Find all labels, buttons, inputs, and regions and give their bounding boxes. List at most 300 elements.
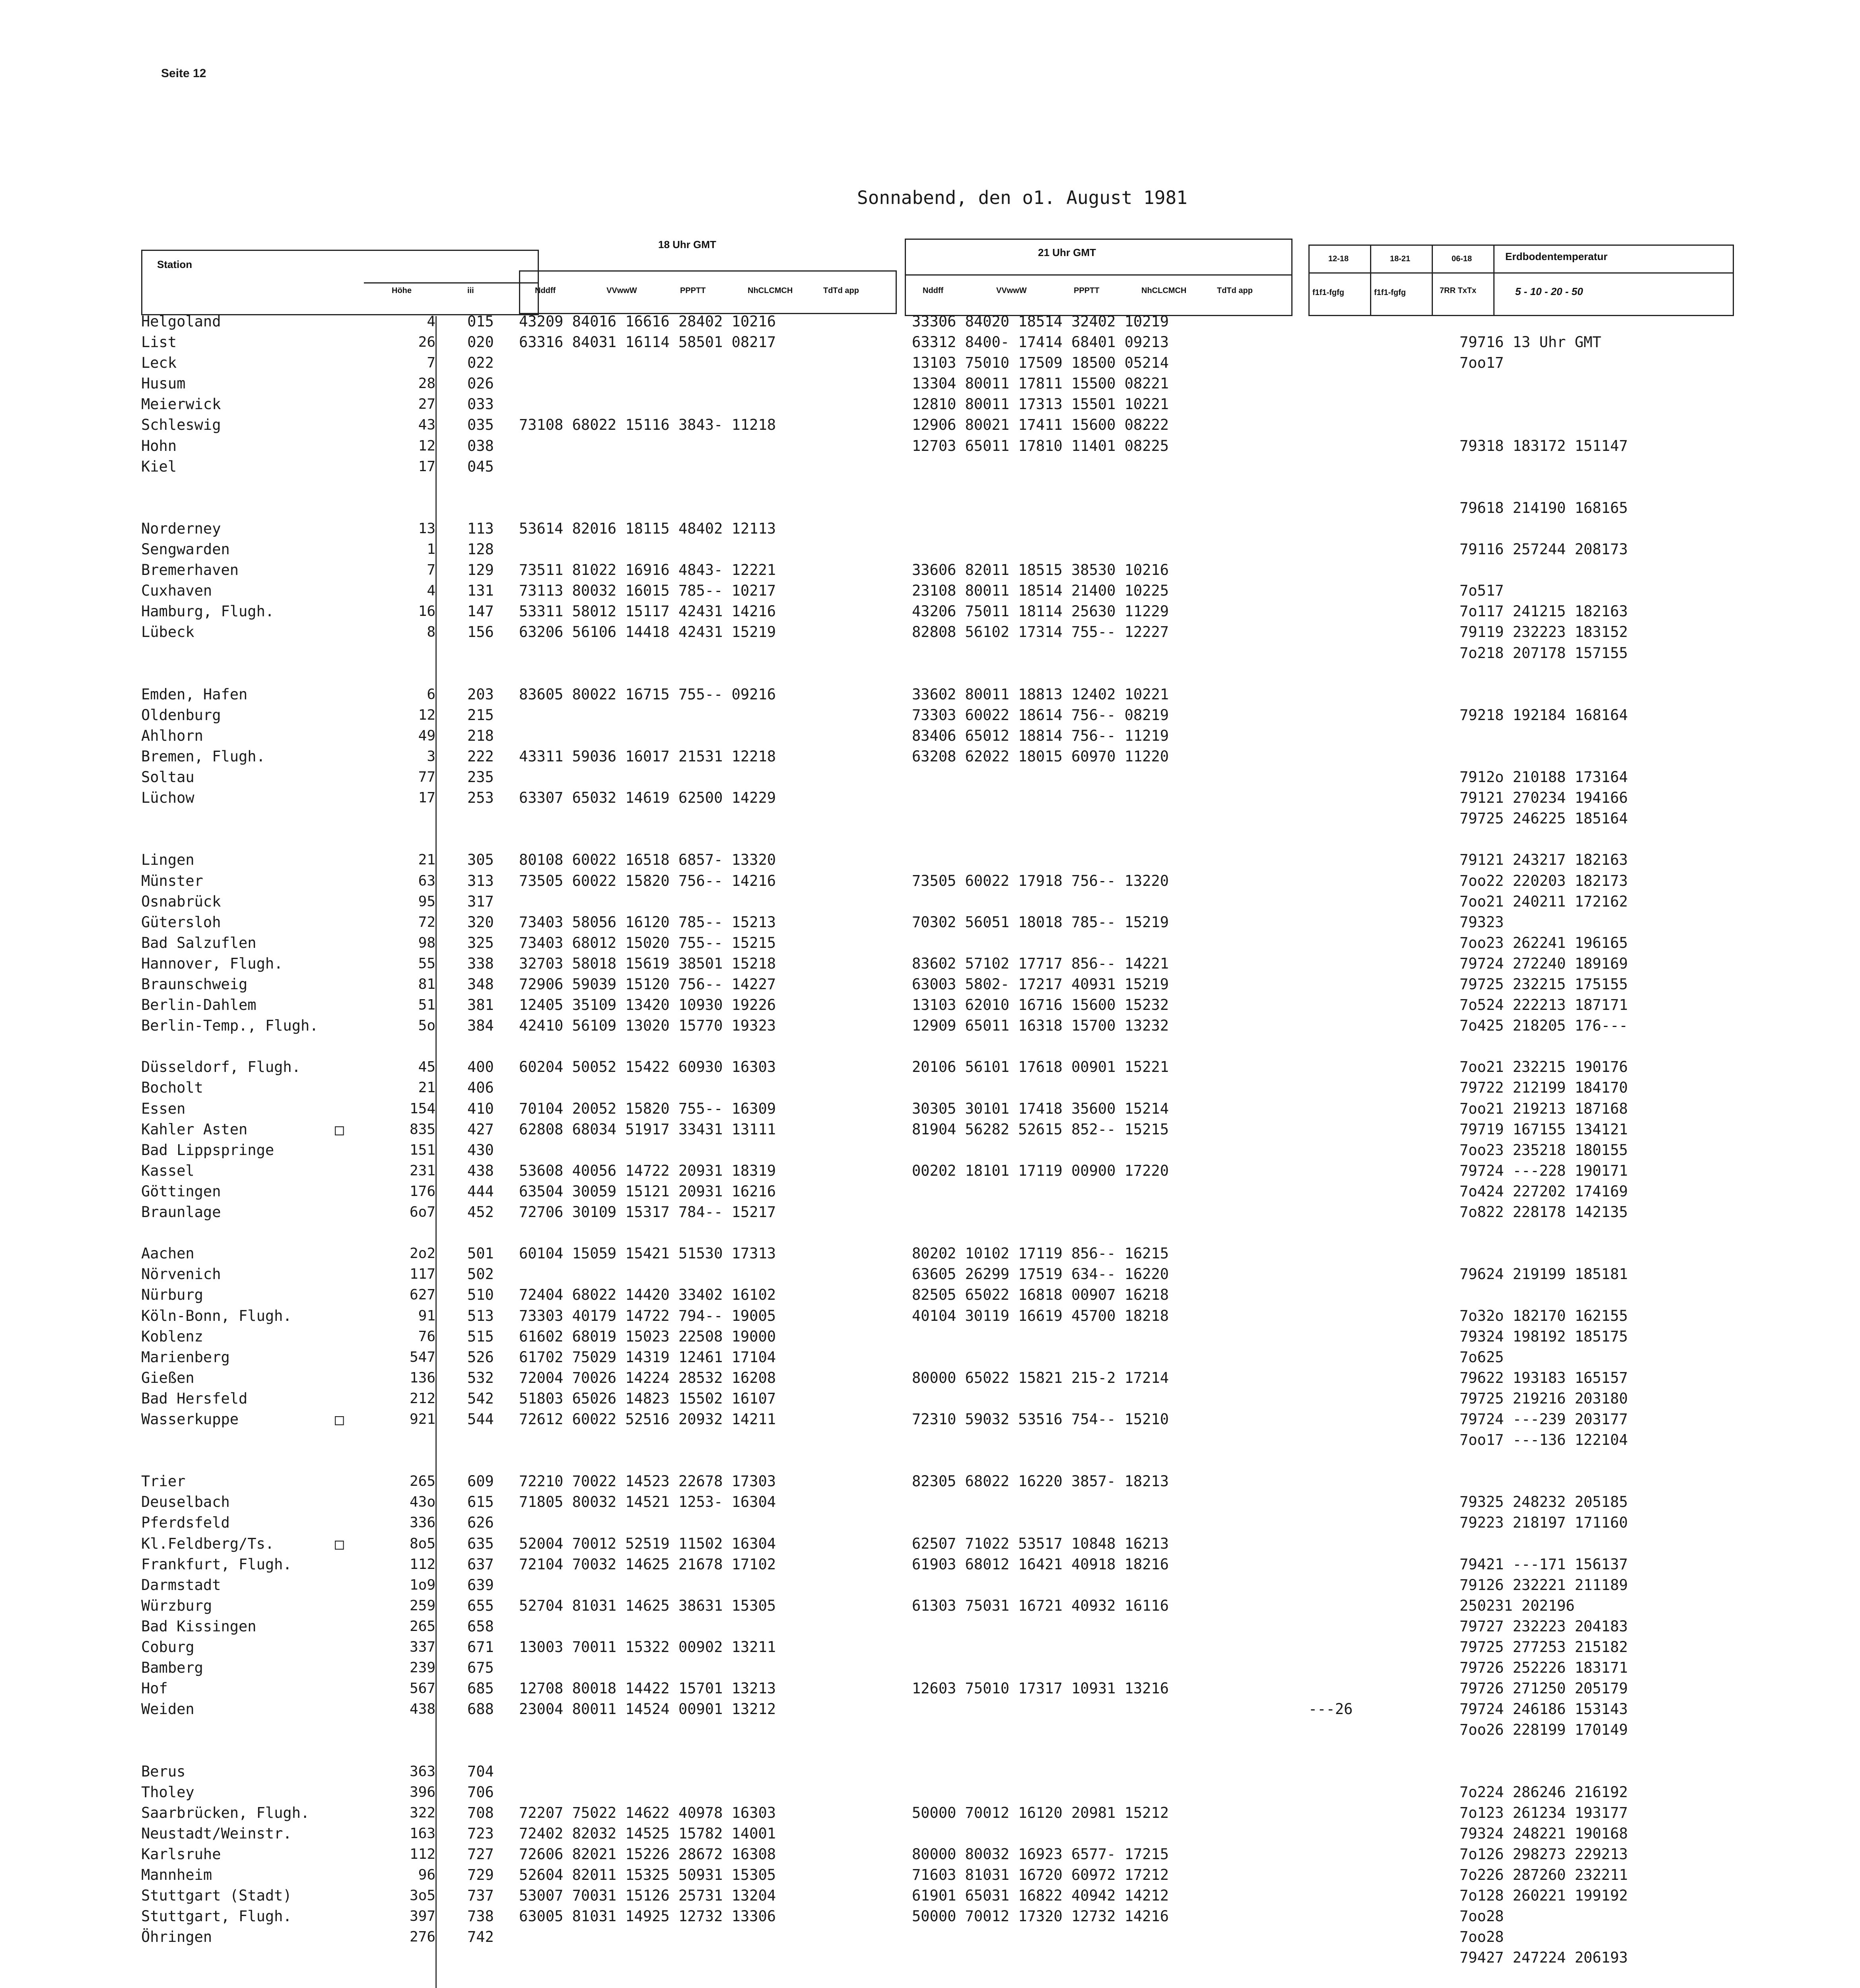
extremes-soil-values: 79223 218197 171160 [1460, 1514, 1628, 1532]
obs-18-groups: 53311 58012 15117 42431 14216 [519, 603, 776, 620]
obs-18-groups: 51803 65026 14823 15502 16107 [519, 1390, 776, 1407]
station-name: Darmstadt [141, 1576, 221, 1594]
station-index: 406 [467, 1079, 494, 1097]
station-height: 12 [418, 437, 435, 454]
station-height: 43 [418, 417, 435, 433]
table-row [0, 1368, 1860, 1388]
station-height: 112 [409, 1846, 435, 1862]
station-height: 26 [418, 334, 435, 351]
station-name: Kl.Feldberg/Ts. [141, 1535, 274, 1552]
extremes-soil-values: 7o126 298273 229213 [1460, 1845, 1628, 1863]
obs-21-groups: 61901 65031 16822 40942 14212 [912, 1887, 1169, 1905]
obs-18-groups: 61702 75029 14319 12461 17104 [519, 1348, 776, 1366]
station-name: Neustadt/Weinstr. [141, 1825, 292, 1842]
table-row [0, 436, 1860, 456]
station-height: 154 [409, 1100, 435, 1117]
station-name: Bocholt [141, 1079, 203, 1097]
obs-21-groups: 13304 80011 17811 15500 08221 [912, 375, 1169, 392]
station-index: 513 [467, 1307, 494, 1324]
station-name: Münster [141, 872, 203, 889]
obs-18-groups: 70104 20052 15820 755-- 16309 [519, 1100, 776, 1117]
group-gap [0, 477, 1860, 498]
station-height: 117 [409, 1266, 435, 1283]
station-name: Lübeck [141, 623, 194, 641]
station-index: 658 [467, 1617, 494, 1635]
obs-21-groups: 82505 65022 16818 00907 16218 [912, 1286, 1169, 1304]
obs-18-groups: 12708 80018 14422 15701 13213 [519, 1680, 776, 1697]
obs-18-groups: 72612 60022 52516 20932 14211 [519, 1410, 776, 1428]
table-row [0, 394, 1860, 415]
station-name: Lüchow [141, 789, 194, 807]
station-index: 738 [467, 1908, 494, 1925]
station-index: 615 [467, 1493, 494, 1511]
extremes-soil-values: 7o425 218205 176--- [1460, 1017, 1628, 1035]
station-name: Trier [141, 1473, 186, 1490]
station-height: 921 [409, 1411, 435, 1427]
station-name: Aachen [141, 1245, 194, 1262]
station-height: 322 [409, 1804, 435, 1821]
extremes-soil-values: 7o128 260221 199192 [1460, 1887, 1628, 1905]
station-height: 21 [418, 1079, 435, 1096]
extremes-soil-values: 79725 246225 185164 [1460, 810, 1628, 827]
station-height: 239 [409, 1660, 435, 1676]
station-height: 63 [418, 872, 435, 889]
station-name: Soltau [141, 769, 194, 786]
obs-18-groups: 63316 84031 16114 58501 08217 [519, 334, 776, 351]
table-row [0, 1823, 1860, 1844]
obs-18-groups: 72210 70022 14523 22678 17303 [519, 1473, 776, 1490]
extremes-soil-values: 79126 232221 211189 [1460, 1576, 1628, 1594]
obs-18-groups: 12405 35109 13420 10930 19226 [519, 996, 776, 1014]
table-row [0, 1285, 1860, 1305]
station-index: 033 [467, 396, 494, 413]
station-index: 635 [467, 1535, 494, 1552]
station-height: 112 [409, 1556, 435, 1573]
station-height: 2o2 [409, 1245, 435, 1262]
obs-18-groups: 53608 40056 14722 20931 18319 [519, 1162, 776, 1179]
station-name: Düsseldorf, Flugh. [141, 1058, 301, 1076]
mountain-marker: □ [335, 1410, 344, 1428]
table-row [0, 601, 1860, 622]
table-row [0, 1409, 1860, 1430]
range-value: ---26 [1308, 1701, 1353, 1718]
table-row [0, 456, 1860, 477]
station-name: Coburg [141, 1639, 194, 1656]
station-name: Osnabrück [141, 893, 221, 910]
extremes-soil-values: 7oo23 262241 196165 [1460, 934, 1628, 951]
table-row [0, 850, 1860, 870]
extremes-soil-values: 7o625 [1460, 1348, 1504, 1366]
extremes-soil-values: 7o123 261234 193177 [1460, 1804, 1628, 1821]
station-name: Oldenburg [141, 706, 221, 724]
table-row [0, 539, 1860, 560]
extremes-soil-values: 7o117 241215 182163 [1460, 603, 1628, 620]
table-row [0, 580, 1860, 601]
extremes-soil-values: 79724 246186 153143 [1460, 1701, 1628, 1718]
station-height: 396 [409, 1784, 435, 1800]
extremes-soil-values: 79324 248221 190168 [1460, 1825, 1628, 1842]
table-row [0, 1099, 1860, 1119]
ext-sub-2: f1f1-fgfg [1374, 288, 1406, 297]
station-height: 835 [409, 1121, 435, 1138]
ext-col-divider-1 [1370, 245, 1371, 316]
table-row [0, 1575, 1860, 1596]
station-name: Gießen [141, 1369, 194, 1386]
obs-18-groups: 61602 68019 15023 22508 19000 [519, 1328, 776, 1345]
obs-21-groups: 50000 70012 16120 20981 15212 [912, 1804, 1169, 1821]
obs-21-groups: 61903 68012 16421 40918 18216 [912, 1555, 1169, 1573]
station-index: 737 [467, 1887, 494, 1905]
station-index: 203 [467, 685, 494, 703]
col18-vvwww: VVwwW [606, 286, 637, 295]
table-row [0, 871, 1860, 891]
obs-21-groups: 12909 65011 16318 15700 13232 [912, 1017, 1169, 1035]
station-height: 136 [409, 1369, 435, 1386]
obs-21-groups: 71603 81031 16720 60972 17212 [912, 1866, 1169, 1884]
obs-21-groups: 82808 56102 17314 755-- 12227 [912, 623, 1169, 641]
station-height: 77 [418, 769, 435, 786]
station-index: 742 [467, 1928, 494, 1946]
extremes-soil-values: 79719 167155 134121 [1460, 1120, 1628, 1138]
station-height: 336 [409, 1514, 435, 1531]
station-index: 510 [467, 1286, 494, 1304]
obs-21-groups: 61303 75031 16721 40932 16116 [912, 1597, 1169, 1614]
group-gap [0, 1223, 1860, 1243]
ext-header-divider [1308, 272, 1734, 274]
extremes-soil-values: 7o226 287260 232211 [1460, 1866, 1628, 1884]
table-row [0, 1388, 1860, 1409]
extremes-soil-values: 79116 257244 208173 [1460, 541, 1628, 558]
extremes-soil-values: 7o517 [1460, 582, 1504, 600]
station-name: Bad Salzuflen [141, 934, 257, 951]
station-height: 51 [418, 997, 435, 1013]
table-row [0, 1534, 1860, 1554]
table-row [0, 933, 1860, 953]
table-row [0, 1596, 1860, 1616]
obs-18-groups: 62808 68034 51917 33431 13111 [519, 1120, 776, 1138]
col18-clouds: NhCLCMCH [748, 286, 793, 295]
station-index: 400 [467, 1058, 494, 1076]
station-name: Sengwarden [141, 541, 230, 558]
station-name: Deuselbach [141, 1493, 230, 1511]
table-row [0, 1782, 1860, 1803]
station-name: Hannover, Flugh. [141, 955, 283, 972]
station-height: 7 [427, 355, 435, 371]
station-name: Emden, Hafen [141, 685, 248, 703]
obs-18-groups: 23004 80011 14524 00901 13212 [519, 1701, 776, 1718]
obs-18-groups: 32703 58018 15619 38501 15218 [519, 955, 776, 972]
station-height: 91 [418, 1307, 435, 1324]
obs-18-groups: 73113 80032 16015 785-- 10217 [519, 582, 776, 600]
station-height: 96 [418, 1867, 435, 1883]
extremes-soil-values: 79622 193183 165157 [1460, 1369, 1628, 1386]
obs-18-groups: 73403 58056 16120 785-- 15213 [519, 913, 776, 931]
obs-18-groups: 63005 81031 14925 12732 13306 [519, 1908, 776, 1925]
obs-18-groups: 83605 80022 16715 755-- 09216 [519, 685, 776, 703]
station-index: 222 [467, 747, 494, 765]
extremes-soil-values: 79727 232223 204183 [1460, 1617, 1628, 1635]
extremes-soil-values: 79725 219216 203180 [1460, 1390, 1628, 1407]
station-index: 038 [467, 437, 494, 454]
station-name: Würzburg [141, 1597, 212, 1614]
group21-header-divider [905, 274, 1292, 276]
obs-18-groups: 72404 68022 14420 33402 16102 [519, 1286, 776, 1304]
table-row [0, 1512, 1860, 1533]
obs-18-groups: 72606 82021 15226 28672 16308 [519, 1845, 776, 1863]
station-index: 542 [467, 1390, 494, 1407]
group21-header-box [905, 239, 1292, 316]
extremes-soil-values: 7oo17 [1460, 354, 1504, 372]
station-header: Station [157, 258, 192, 270]
group-gap [0, 664, 1860, 684]
table-row [0, 746, 1860, 767]
table-row [0, 912, 1860, 933]
station-name: Köln-Bonn, Flugh. [141, 1307, 292, 1324]
station-name: Nürburg [141, 1286, 203, 1304]
extremes-soil-values: 79716 13 Uhr GMT [1460, 334, 1602, 351]
station-name: Braunlage [141, 1204, 221, 1221]
table-row [0, 560, 1860, 580]
station-name: Marienberg [141, 1348, 230, 1366]
station-name: Stuttgart, Flugh. [141, 1908, 292, 1925]
station-height: 17 [418, 790, 435, 806]
obs-21-groups: 83406 65012 18814 756-- 11219 [912, 727, 1169, 744]
table-row [0, 953, 1860, 974]
obs-21-groups: 33306 84020 18514 32402 10219 [912, 313, 1169, 330]
station-index: 147 [467, 603, 494, 620]
extremes-soil-values: 79726 271250 205179 [1460, 1680, 1628, 1697]
table-row [0, 1761, 1860, 1782]
obs-18-groups: 43209 84016 16616 28402 10216 [519, 313, 776, 330]
station-index: 685 [467, 1680, 494, 1697]
extremes-soil-values: 79421 ---171 156137 [1460, 1555, 1628, 1573]
station-index: 022 [467, 354, 494, 372]
obs-21-groups: 63312 8400- 17414 68401 09213 [912, 334, 1169, 351]
station-name: Kiel [141, 458, 177, 475]
station-name: Mannheim [141, 1866, 212, 1884]
station-height: 397 [409, 1908, 435, 1925]
station-height: 17 [418, 458, 435, 475]
col21-tdtd: TdTd app [1217, 286, 1253, 295]
obs-18-groups: 52704 81031 14625 38631 15305 [519, 1597, 776, 1614]
station-name: Bremerhaven [141, 561, 239, 579]
uhr21-header: 21 Uhr GMT [1038, 247, 1096, 258]
col21-nddff: Nddff [923, 286, 944, 295]
station-height: 176 [409, 1183, 435, 1200]
station-index: 501 [467, 1245, 494, 1262]
table-row [0, 1803, 1860, 1823]
table-row [0, 311, 1860, 332]
station-height: 265 [409, 1618, 435, 1635]
station-height: 438 [409, 1701, 435, 1718]
ext-sub-depths: 5 - 10 - 20 - 50 [1515, 285, 1583, 297]
table-row [0, 415, 1860, 435]
station-height: 6o7 [409, 1204, 435, 1221]
station-height: 98 [418, 934, 435, 951]
obs-21-groups: 50000 70012 17320 12732 14216 [912, 1908, 1169, 1925]
obs-21-groups: 33606 82011 18515 38530 10216 [912, 561, 1169, 579]
station-index: 723 [467, 1825, 494, 1842]
station-index: 317 [467, 893, 494, 910]
table-row [0, 643, 1860, 664]
extremes-soil-values: 79323 [1460, 913, 1504, 931]
station-height: 6 [427, 686, 435, 703]
obs-18-groups: 72104 70032 14625 21678 17102 [519, 1555, 776, 1573]
extremes-soil-values: 7o424 227202 174169 [1460, 1182, 1628, 1200]
extremes-soil-values: 7o218 207178 157155 [1460, 644, 1628, 662]
obs-18-groups: 73505 60022 15820 756-- 14216 [519, 872, 776, 889]
station-name: Pferdsfeld [141, 1514, 230, 1532]
table-row [0, 1140, 1860, 1161]
station-height: 3o5 [409, 1887, 435, 1904]
obs-21-groups: 13103 62010 16716 15600 15232 [912, 996, 1169, 1014]
station-height: 49 [418, 727, 435, 744]
station-index: 131 [467, 582, 494, 600]
extremes-soil-values: 79722 212199 184170 [1460, 1079, 1628, 1097]
mountain-marker: □ [335, 1120, 344, 1138]
station-name: Meierwick [141, 396, 221, 413]
extremes-soil-values: 7oo17 ---136 122104 [1460, 1431, 1628, 1449]
extremes-soil-values: 7o822 228178 142135 [1460, 1204, 1628, 1221]
station-name: Norderney [141, 520, 221, 537]
table-row [0, 1492, 1860, 1512]
table-row [0, 1699, 1860, 1720]
obs-21-groups: 00202 18101 17119 00900 17220 [912, 1162, 1169, 1179]
obs-18-groups: 60104 15059 15421 51530 17313 [519, 1245, 776, 1262]
station-height: 16 [418, 603, 435, 620]
ext-col-divider-3 [1493, 245, 1495, 316]
obs-18-groups: 73108 68022 15116 3843- 11218 [519, 416, 776, 434]
station-name: Berus [141, 1763, 186, 1780]
col18-nddff: Nddff [535, 286, 556, 295]
group-gap [0, 1969, 1860, 1988]
obs-21-groups: 43206 75011 18114 25630 11229 [912, 603, 1169, 620]
table-row [0, 518, 1860, 539]
col21-ppptt: PPPTT [1074, 286, 1100, 295]
obs-18-groups: 43311 59036 16017 21531 12218 [519, 747, 776, 765]
station-index: 128 [467, 541, 494, 558]
station-index: 688 [467, 1701, 494, 1718]
extremes-soil-values: 79725 232215 175155 [1460, 976, 1628, 993]
station-name: Hof [141, 1680, 168, 1697]
station-index: 381 [467, 996, 494, 1014]
obs-21-groups: 12603 75010 17317 10931 13216 [912, 1680, 1169, 1697]
station-name: Bremen, Flugh. [141, 747, 265, 765]
station-index: 532 [467, 1369, 494, 1386]
table-row [0, 1243, 1860, 1264]
obs-21-groups: 80000 65022 15821 215-2 17214 [912, 1369, 1169, 1386]
table-row [0, 1947, 1860, 1968]
station-height: 163 [409, 1825, 435, 1842]
station-name: Koblenz [141, 1328, 203, 1345]
obs-21-groups: 63003 5802- 17217 40931 15219 [912, 976, 1169, 993]
station-name: Berlin-Dahlem [141, 996, 257, 1014]
station-index: 338 [467, 955, 494, 972]
ext-06-18: 06-18 [1452, 254, 1472, 263]
station-index: 253 [467, 789, 494, 807]
station-name: Leck [141, 354, 177, 372]
station-name: Helgoland [141, 313, 221, 330]
obs-18-groups: 72207 75022 14622 40978 16303 [519, 1804, 776, 1821]
table-row [0, 1077, 1860, 1098]
table-row [0, 1347, 1860, 1368]
extremes-soil-values: 7oo21 232215 190176 [1460, 1058, 1628, 1076]
obs-18-groups: 53007 70031 15126 25731 13204 [519, 1887, 776, 1905]
station-height: 4 [427, 313, 435, 330]
extremes-soil-values: 79427 247224 206193 [1460, 1949, 1628, 1967]
obs-18-groups: 73511 81022 16916 4843- 12221 [519, 561, 776, 579]
station-index: 035 [467, 416, 494, 434]
station-height: 276 [409, 1929, 435, 1945]
obs-21-groups: 12703 65011 17810 11401 08225 [912, 437, 1169, 454]
table-row [0, 1161, 1860, 1181]
obs-21-groups: 73303 60022 18614 756-- 08219 [912, 706, 1169, 724]
station-height: 5o [418, 1017, 435, 1034]
station-index: 218 [467, 727, 494, 744]
obs-18-groups: 13003 70011 15322 00902 13211 [519, 1639, 776, 1656]
station-index: 305 [467, 851, 494, 869]
station-index: 544 [467, 1410, 494, 1428]
table-header [141, 239, 1736, 316]
station-index: 410 [467, 1100, 494, 1117]
obs-21-groups: 70302 56051 18018 785-- 15219 [912, 913, 1169, 931]
station-index: 452 [467, 1204, 494, 1221]
group-gap [0, 1450, 1860, 1471]
station-height: 212 [409, 1390, 435, 1407]
table-row [0, 891, 1860, 912]
station-name: Weiden [141, 1701, 194, 1718]
hoehe-header: Höhe [392, 286, 412, 295]
ext-18-21: 18-21 [1390, 254, 1411, 263]
table-row [0, 373, 1860, 394]
station-name: Bad Hersfeld [141, 1390, 248, 1407]
station-index: 438 [467, 1162, 494, 1179]
table-row [0, 1678, 1860, 1699]
station-index: 430 [467, 1141, 494, 1159]
station-name: Kahler Asten [141, 1120, 248, 1138]
obs-21-groups: 40104 30119 16619 45700 18218 [912, 1307, 1169, 1324]
station-height: 363 [409, 1763, 435, 1780]
station-height: 1o9 [409, 1576, 435, 1593]
col21-vvwww: VVwwW [996, 286, 1027, 295]
ext-12-18: 12-18 [1328, 254, 1349, 263]
table-row [0, 974, 1860, 995]
station-index: 515 [467, 1328, 494, 1345]
station-index: 427 [467, 1120, 494, 1138]
extremes-soil-values: 79624 219199 185181 [1460, 1266, 1628, 1283]
obs-18-groups: 72004 70026 14224 28532 16208 [519, 1369, 776, 1386]
obs-18-groups: 60204 50052 15422 60930 16303 [519, 1058, 776, 1076]
station-index: 325 [467, 934, 494, 951]
extremes-soil-values: 7oo21 240211 172162 [1460, 893, 1628, 910]
obs-21-groups: 13103 75010 17509 18500 05214 [912, 354, 1169, 372]
obs-21-groups: 12810 80011 17313 15501 10221 [912, 396, 1169, 413]
obs-21-groups: 63605 26299 17519 634-- 16220 [912, 1266, 1169, 1283]
station-index: 015 [467, 313, 494, 330]
station-name: Nörvenich [141, 1266, 221, 1283]
extremes-soil-values: 7o524 222213 187171 [1460, 996, 1628, 1014]
extremes-soil-values: 79218 192184 168164 [1460, 706, 1628, 724]
table-row [0, 1865, 1860, 1885]
station-index: 156 [467, 623, 494, 641]
station-name: Wasserkuppe [141, 1410, 239, 1428]
station-index: 320 [467, 913, 494, 931]
obs-18-groups: 52004 70012 52519 11502 16304 [519, 1535, 776, 1552]
station-height: 1 [427, 541, 435, 558]
station-index: 708 [467, 1804, 494, 1821]
station-index: 671 [467, 1639, 494, 1656]
obs-21-groups: 20106 56101 17618 00901 15221 [912, 1058, 1169, 1076]
